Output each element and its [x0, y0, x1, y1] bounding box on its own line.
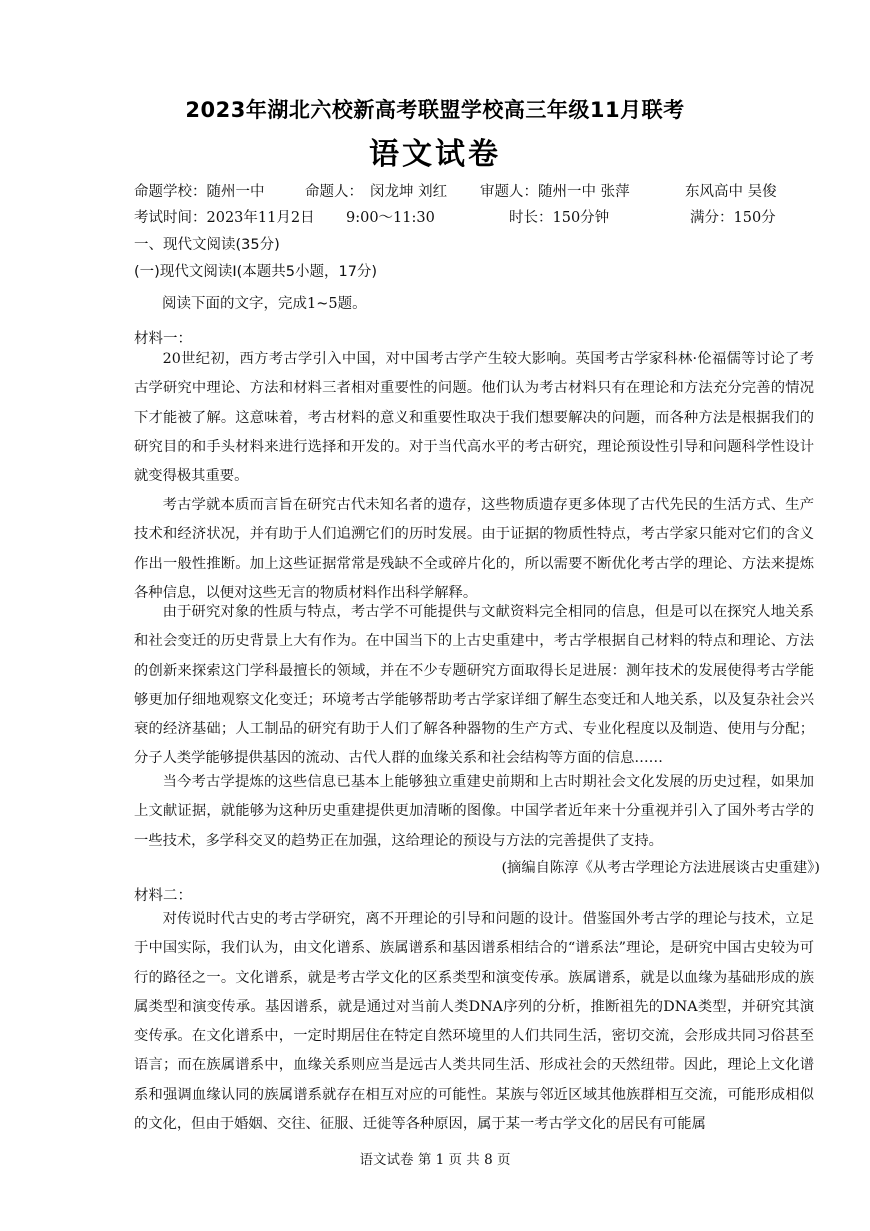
material-1-paragraph-1: 20世纪初，西方考古学引入中国，对中国考古学产生较大影响。英国考古学家科林·伦福儒等讨论了考古学研究中理论、方法和材料三者相对重要性的问题。他们认为考古材料只有在理论和方法充分完善的情况下才能被了解。这意味着，考古材料的意义和重要性取决于我们想要解决的问题，而各种方法是根据我们的研究目的和手头材料来进行选择和开发的。对于当代高水平的考古研究，理论预设性引导和问题科学性设计就变得极其重要。 — [134, 351, 814, 485]
exam-duration: 时长：150分钟 — [509, 210, 610, 226]
material-1-paragraph-2: 考古学就本质而言旨在研究古代未知名者的遗存，这些物质遗存更多体现了古代先民的生活方式、生产技术和经济状况，并有助于人们追溯它们的历时发展。由于证据的物质性特点，考古学家只能对它们的含义作出一般性推断。加上这些证据常常是残缺不全或碎片化的，所以需要不断优化考古学的理论、方法来提炼各种信息，以便对这些无言的物质材料作出科学解释。 — [134, 497, 814, 601]
exam-title: 2023年湖北六校新高考联盟学校高三年级11月联考 — [185, 98, 685, 122]
exam-time-range: 9:00～11:30 — [346, 210, 435, 226]
reviewer-2: 东风高中 吴俊 — [685, 184, 777, 200]
page-footer: 语文试卷 第 1 页 共 8 页 — [359, 1152, 511, 1168]
subsection-heading: (一)现代文阅读Ⅰ(本题共5小题，17分) — [134, 264, 378, 280]
material-1-credit: (摘编自陈淳《从考古学理论方法进展谈古史重建》) — [501, 860, 820, 876]
exam-date: 考试时间：2023年11月2日 — [134, 210, 315, 226]
section-heading: 一、现代文阅读(35分) — [134, 237, 280, 253]
material-1-paragraph-4: 当今考古学提炼的这些信息已基本上能够独立重建史前期和上古时期社会文化发展的历史过程，如果加上文献证据，就能够为这种历史重建提供更加清晰的图像。中国学者近年来十分重视并引入了国外考古学的一些技术，多学科交叉的趋势正在加强，这给理论的预设与方法的完善提供了支持。 — [134, 774, 814, 849]
material-1-label: 材料一： — [134, 331, 192, 347]
instruction: 阅读下面的文字，完成1~5题。 — [162, 296, 367, 312]
school-label: 命题学校：随州一中 — [134, 184, 265, 200]
material-2-paragraph-1: 对传说时代古史的考古学研究，离不开理论的引导和问题的设计。借鉴国外考古学的理论与技术，立足于中国实际，我们认为，由文化谱系、族属谱系和基因谱系相结合的“谱系法”理论，是研究中国古史较为可行的路径之一。文化谱系，就是考古学文化的区系类型和演变传承。族属谱系，就是以血缘为基础形成的族属类型和演变传承。基因谱系，就是通过对当前人类DNA序列的分析，推断祖先的DNA类型，并研究其演变传承。在文化谱系中，一定时期居住在特定自然环境里的人们共同生活，密切交流，会形成共同习俗甚至语言；而在族属谱系中，血缘关系则应当是远古人类共同生活、形成社会的天然纽带。因此，理论上文化谱系和强调血缘认同的族属谱系就存在相互对应的可能性。某族与邻近区域其他族群相互交流，可能形成相似的文化，但由于婚姻、交往、征服、迁徙等各种原因，属于某一考古学文化的居民有可能属 — [134, 911, 814, 1133]
subject-title: 语文试卷 — [369, 137, 501, 172]
material-2-label: 材料二： — [134, 888, 192, 904]
setter-label: 命题人： — [305, 184, 363, 200]
material-1-paragraph-3: 由于研究对象的性质与特点，考古学不可能提供与文献资料完全相同的信息，但是可以在探究人地关系和社会变迁的历史背景上大有作为。在中国当下的上古史重建中，考古学根据自己材料的特点和理论、方法的创新来探索这门学科最擅长的领域，并在不少专题研究方面取得长足进展：测年技术的发展使得考古学能够更加仔细地观察文化变迁；环境考古学能够帮助考古学家详细了解生态变迁和人地关系，以及复杂社会兴衰的经济基础；人工制品的研究有助于人们了解各种器物的生产方式、专业化程度以及制造、使用与分配；分子人类学能够提供基因的流动、古代人群的血缘关系和社会结构等方面的信息…… — [134, 604, 814, 767]
exam-score: 满分：150分 — [690, 210, 776, 226]
reviewer-label: 审题人：随州一中 张萍 — [480, 184, 630, 200]
setters: 闵龙坤 刘红 — [370, 184, 448, 200]
